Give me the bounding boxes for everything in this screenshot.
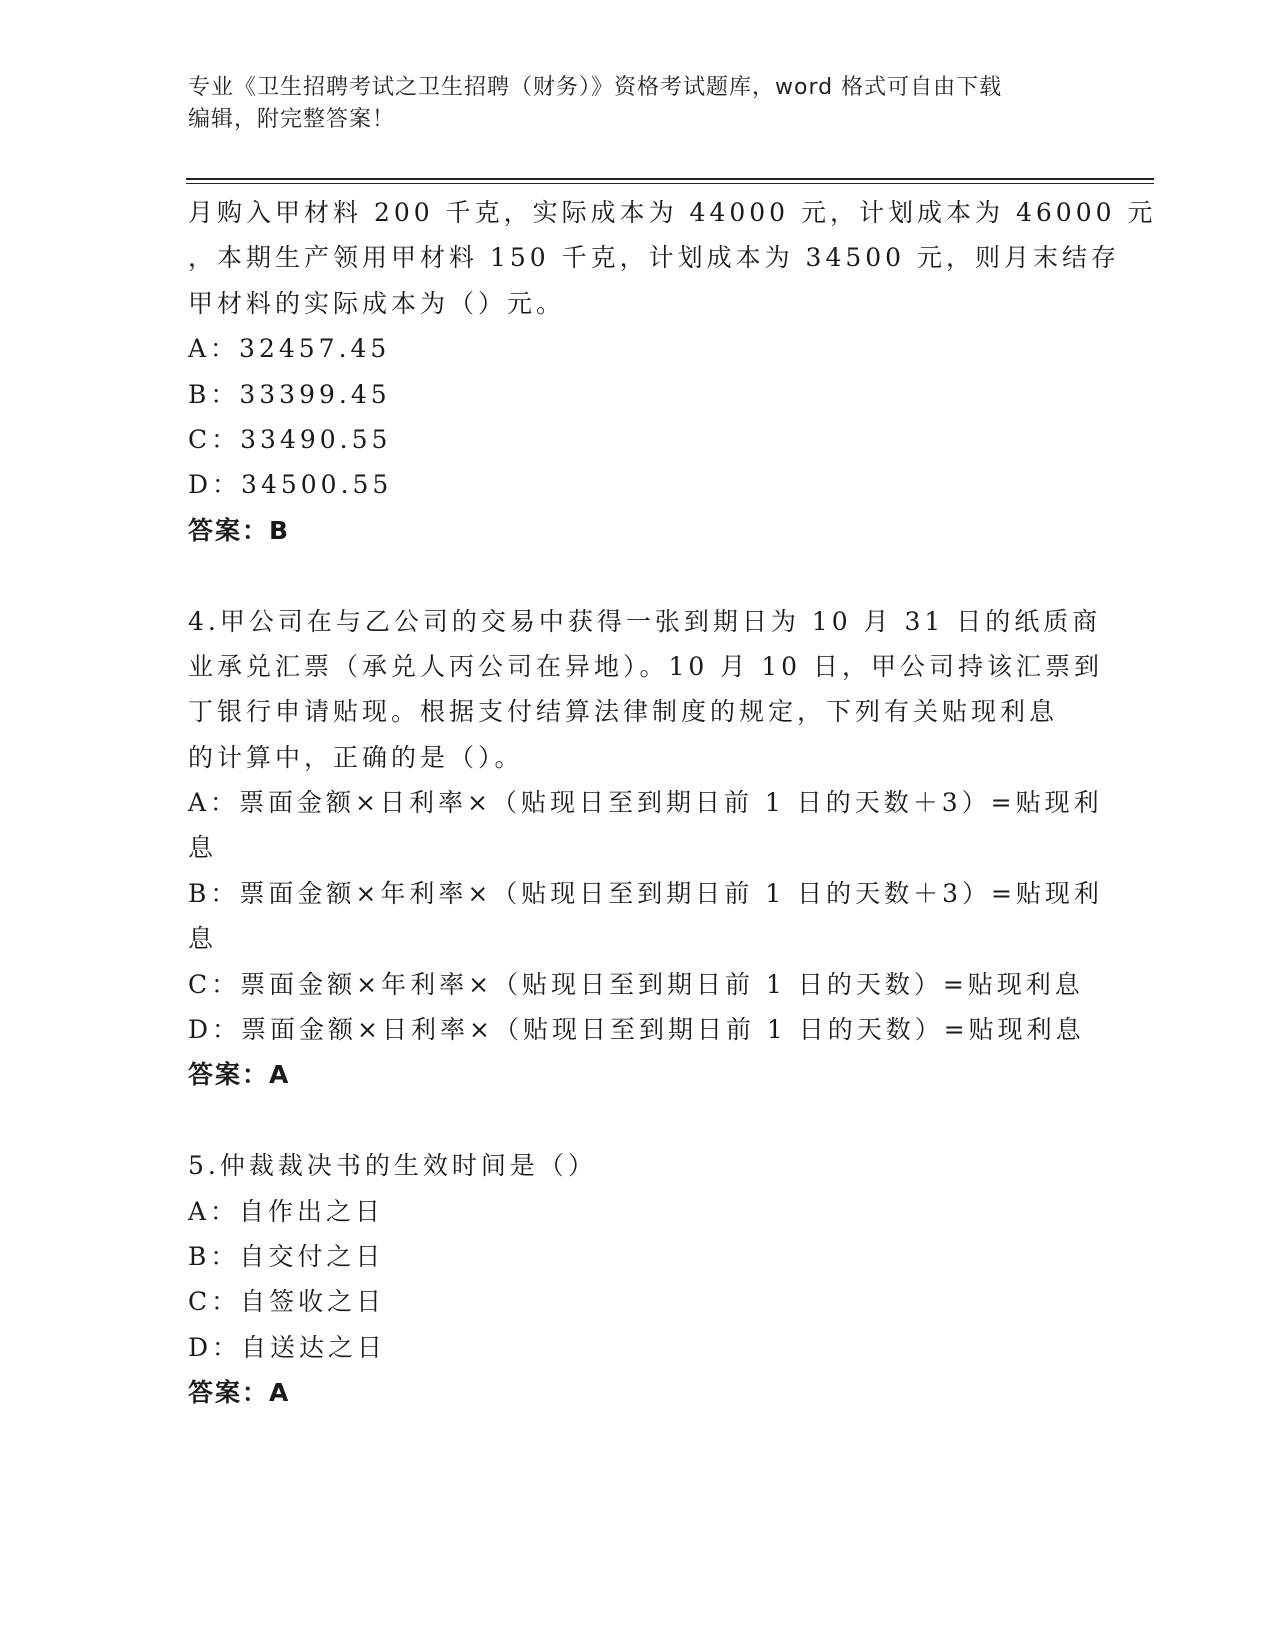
option-d: D：34500.55 (188, 470, 393, 500)
question-5 (188, 1143, 1088, 1415)
option-d: D：自送达之日 (188, 1332, 387, 1362)
document-header (188, 72, 1088, 136)
option-b: B：33399.45 (188, 379, 391, 409)
question-stem-line: 甲材料的实际成本为（）元。 (188, 288, 566, 318)
option-a-continued: 息 (188, 833, 218, 863)
answer-label: 答案：B (188, 515, 291, 545)
question-stem-line: 月购入甲材料 200 千克，实际成本为 44000 元，计划成本为 46000 元 (188, 198, 1157, 227)
option-b-continued: 息 (188, 924, 218, 954)
header-line-2: 编辑，附完整答案！ (188, 107, 396, 132)
question-spacer (188, 1098, 1088, 1143)
header-divider-thin (186, 183, 1154, 184)
option-a: A：自作出之日 (188, 1196, 385, 1226)
question-3 (188, 190, 1157, 553)
question-stem-line: 业承兑汇票（承兑人丙公司在异地）。10 月 10 日，甲公司持该汇票到 (188, 651, 1103, 681)
option-a: A：票面金额×日利率×（贴现日至到期日前 1 日的天数＋3）=贴现利 (188, 788, 1103, 818)
question-content (188, 190, 1157, 1416)
option-c: C：33490.55 (188, 424, 392, 454)
header-divider-thick (186, 178, 1154, 180)
option-b: B：票面金额×年利率×（贴现日至到期日前 1 日的天数＋3）=贴现利 (188, 878, 1103, 908)
option-c: C：票面金额×年利率×（贴现日至到期日前 1 日的天数）=贴现利息 (188, 969, 1084, 999)
question-spacer (188, 553, 1088, 598)
option-b: B：自交付之日 (188, 1241, 385, 1271)
option-c: C：自签收之日 (188, 1287, 386, 1317)
answer-label: 答案：A (188, 1378, 291, 1408)
question-stem-line: ，本期生产领用甲材料 150 千克，计划成本为 34500 元，则月末结存 (188, 243, 1121, 273)
header-line-1: 专业《卫生招聘考试之卫生招聘（财务）》资格考试题库，word 格式可自由下载 (188, 75, 1003, 100)
question-stem-line: 丁银行申请贴现。根据支付结算法律制度的规定，下列有关贴现利息 (188, 697, 1059, 727)
question-stem-line: 5.仲裁裁决书的生效时间是（） (188, 1151, 597, 1181)
question-4 (188, 599, 1103, 1098)
question-stem-line: 的计算中，正确的是（）。 (188, 742, 524, 772)
answer-label: 答案：A (188, 1060, 291, 1090)
question-stem-line: 4.甲公司在与乙公司的交易中获得一张到期日为 10 月 31 日的纸质商 (188, 606, 1102, 636)
option-a: A：32457.45 (188, 334, 391, 364)
option-d: D：票面金额×日利率×（贴现日至到期日前 1 日的天数）=贴现利息 (188, 1015, 1085, 1045)
